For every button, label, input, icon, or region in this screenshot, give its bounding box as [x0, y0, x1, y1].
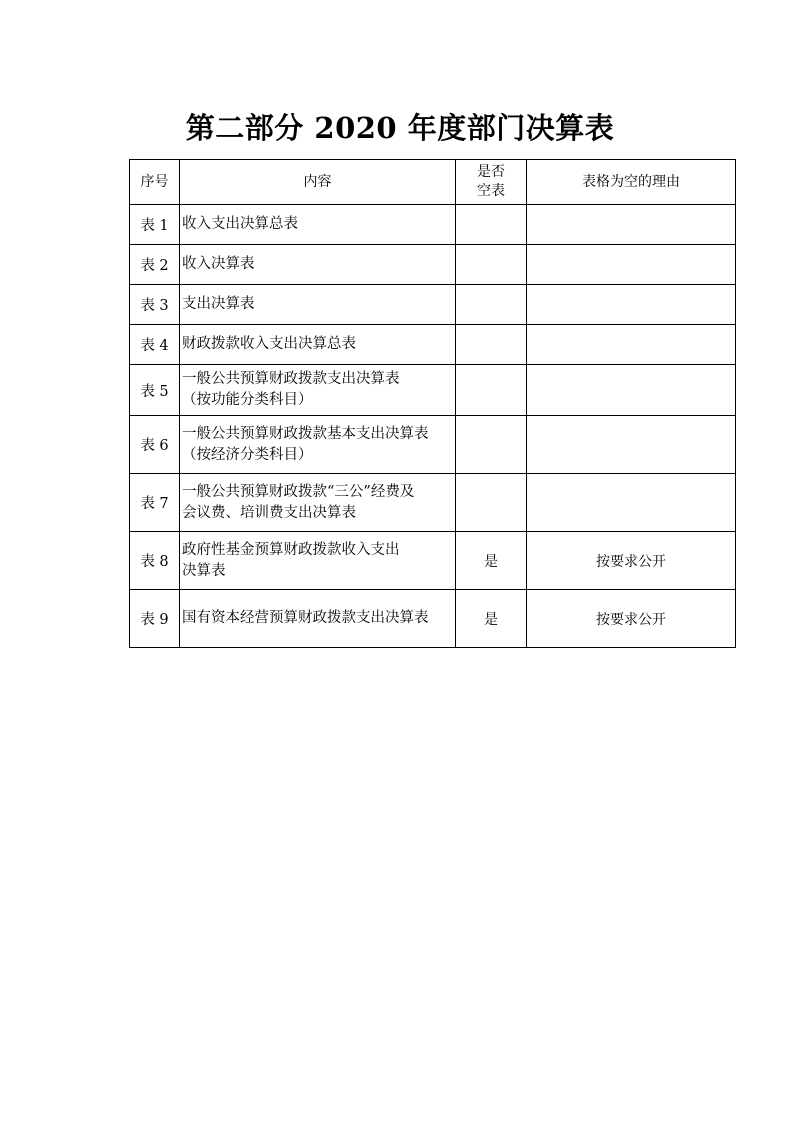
- row-content-line1: 一般公共预算财政拨款基本支出决算表: [182, 425, 429, 442]
- row-is-empty: [456, 474, 527, 532]
- row-content-line1: 政府性基金预算财政拨款收入支出: [182, 541, 400, 558]
- row-reason: 按要求公开: [527, 532, 736, 590]
- row-is-empty: [456, 245, 527, 285]
- row-is-empty: [456, 325, 527, 365]
- row-is-empty: [456, 416, 527, 474]
- row-is-empty: 是: [456, 532, 527, 590]
- row-is-empty: [456, 205, 527, 245]
- table-row: [130, 590, 736, 648]
- row-is-empty: [456, 365, 527, 416]
- header-no: 序号: [130, 160, 180, 205]
- row-reason: [527, 205, 736, 245]
- table-row: [130, 205, 736, 245]
- row-is-empty: [456, 285, 527, 325]
- row-no: 表 6: [130, 416, 180, 474]
- row-content-line1: 一般公共预算财政拨款支出决算表: [182, 371, 400, 387]
- row-no: 表 1: [130, 205, 180, 245]
- row-no: 表 7: [130, 474, 180, 532]
- table-row: [130, 532, 736, 590]
- row-content: [180, 325, 456, 365]
- row-content: [180, 285, 456, 325]
- row-reason: [527, 245, 736, 285]
- row-no: 表 8: [130, 532, 180, 590]
- row-content-line1: 财政拨款收入支出决算总表: [182, 336, 356, 352]
- row-content-line1: 一般公共预算财政拨款“三公”经费及: [182, 483, 415, 500]
- row-content-line1: 收入支出决算总表: [182, 216, 298, 232]
- row-content-line1: 收入决算表: [182, 256, 255, 272]
- row-is-empty: 是: [456, 590, 527, 648]
- table-row: [130, 245, 736, 285]
- row-content: [180, 590, 456, 648]
- row-reason: [527, 325, 736, 365]
- row-content-line1: 支出决算表: [182, 296, 255, 312]
- row-no: 表 9: [130, 590, 180, 648]
- row-no: 表 3: [130, 285, 180, 325]
- row-content-line2: （按经济分类科目）: [182, 446, 313, 463]
- row-reason: [527, 474, 736, 532]
- header-content: 内容: [180, 160, 456, 205]
- header-reason: 表格为空的理由: [527, 160, 736, 205]
- table-row: [130, 416, 736, 474]
- row-content: [180, 474, 456, 532]
- row-reason: [527, 416, 736, 474]
- header-is-empty: [456, 160, 527, 205]
- row-content-line1: 国有资本经营预算财政拨款支出决算表: [182, 610, 429, 626]
- table-row: [130, 285, 736, 325]
- row-content: [180, 245, 456, 285]
- row-content-line2: 会议费、培训费支出决算表: [182, 504, 356, 521]
- row-content-line2: （按功能分类科目）: [182, 392, 313, 408]
- row-content: [180, 365, 456, 416]
- row-no: 表 4: [130, 325, 180, 365]
- row-content: [180, 532, 456, 590]
- row-content: [180, 205, 456, 245]
- row-reason: [527, 365, 736, 416]
- row-content: [180, 416, 456, 474]
- row-reason: [527, 285, 736, 325]
- row-no: 表 2: [130, 245, 180, 285]
- row-content-line2: 决算表: [182, 562, 226, 579]
- page-title: 第二部分 2020 年度部门决算表: [185, 111, 615, 145]
- header-is-empty-line1: 是否: [477, 164, 505, 180]
- row-no: 表 5: [130, 365, 180, 416]
- report-table: [129, 159, 736, 648]
- header-is-empty-line2: 空表: [477, 183, 505, 199]
- table-row: [130, 474, 736, 532]
- table-row: [130, 365, 736, 416]
- table-row: [130, 325, 736, 365]
- row-reason: 按要求公开: [527, 590, 736, 648]
- table-header-row: [130, 160, 736, 205]
